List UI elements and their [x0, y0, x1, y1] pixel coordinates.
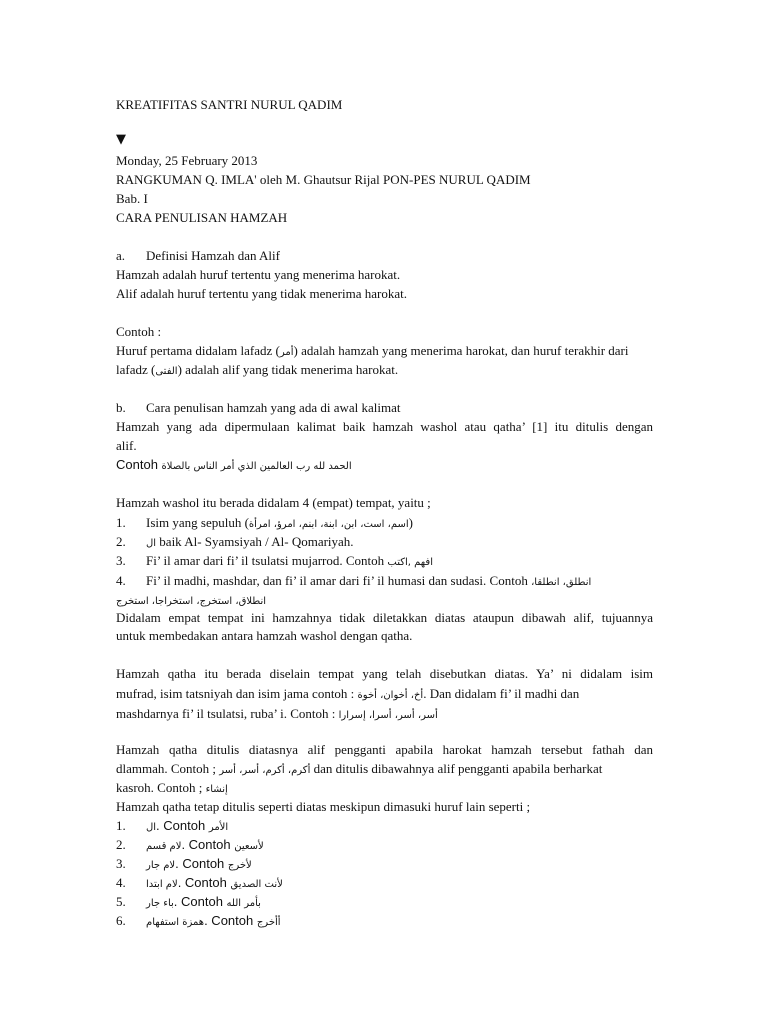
list-number: 4. [116, 875, 126, 890]
section-heading-text: Cara penulisan hamzah yang ada di awal kalimat [146, 400, 401, 415]
list-number: 2. [116, 534, 126, 549]
chapter-title: CARA PENULISAN HAMZAH [116, 210, 288, 225]
text-span: Isim yang sepuluh ( [146, 515, 249, 530]
blog-title: KREATIFITAS SANTRI NURUL QADIM [116, 97, 343, 112]
paragraph-line: Hamzah qatha ditulis diatasnya alif pengganti apabila harokat hamzah tersebut fathah dan [116, 742, 653, 757]
section-b-heading [116, 399, 653, 417]
post-title: RANGKUMAN Q. IMLA' oleh M. Ghautsur Rijal PON-PES NURUL QADIM [116, 172, 531, 187]
text-span: ) adalah alif yang tidak menerima harokat. [177, 362, 399, 377]
section-number: b. [116, 400, 126, 415]
paragraph-line: Alif adalah huruf tertentu yang tidak menerima harokat. [116, 286, 407, 301]
list-item [116, 893, 653, 913]
arabic-text: أأخرج [256, 917, 281, 928]
list-item [116, 572, 653, 592]
contoh-label: Contoh [116, 457, 162, 472]
arabic-text: بأمر الله [226, 898, 261, 909]
text-span: ) adalah hamzah yang menerima harokat, dan huruf terakhir dari [293, 343, 629, 358]
contoh-label: Contoh : [116, 324, 162, 339]
paragraph-line: untuk membedakan antara hamzah washol dengan qatha. [116, 628, 413, 643]
paragraph-line [116, 705, 653, 725]
text-span: Fi’ il amar dari fi’ il tsulatsi mujarrod. Contoh [146, 553, 388, 568]
paragraph-line: alif. [116, 438, 137, 453]
text-span: dlammah. Contoh ; [116, 761, 220, 776]
arabic-text: أكرم، أكرم، أسر، أسر [219, 765, 311, 776]
paragraph-line [116, 779, 653, 799]
arabic-text: انطلق، انطلقا، [531, 577, 592, 588]
paragraph-line: Hamzah adalah huruf tertentu yang menerima harokat. [116, 267, 401, 282]
arabic-text: الأمر [208, 822, 229, 833]
text-span: baik Al- Syamsiyah / Al- Qomariyah. [156, 534, 354, 549]
paragraph-line [116, 361, 653, 381]
text-span: ) [408, 515, 413, 530]
list-number: 6. [116, 913, 126, 928]
text-span: lafadz ( [116, 362, 156, 377]
text-span: . Contoh [181, 837, 235, 852]
arabic-text: لأنت الصديق [230, 879, 283, 890]
arabic-text: همزة استفهام [146, 917, 205, 928]
paragraph-line: Hamzah qatha itu berada diselain tempat yang telah disebutkan diatas. Ya’ ni didalam isim [116, 666, 653, 681]
list-item [116, 552, 653, 572]
list-item [116, 836, 653, 856]
chapter-number: Bab. I [116, 191, 148, 206]
arabic-text: لأسعين [234, 841, 264, 852]
arabic-text: أمر [279, 347, 294, 358]
section-heading-text: Definisi Hamzah dan Alif [146, 248, 280, 263]
arabic-text: الحمد لله رب العالمين الذي أمر الناس بالصلاة [161, 461, 352, 472]
text-span: Fi’ il madhi, mashdar, dan fi’ il amar dari fi’ il humasi dan sudasi. Contoh [146, 573, 532, 588]
text-span: . Dan didalam fi’ il madhi dan [423, 686, 580, 701]
paragraph-line [116, 760, 653, 780]
list-item [116, 855, 653, 875]
text-span: Huruf pertama didalam lafadz ( [116, 343, 280, 358]
paragraph-line: Hamzah qatha tetap ditulis seperti diatas meskipun dimasuki huruf lain seperti ; [116, 799, 531, 814]
arabic-text: افهم ,اكتب [387, 557, 433, 568]
arabic-text: انطلاق، استخرج، استخراجا، استخرج [116, 596, 267, 607]
collapse-marker-icon[interactable]: ▼ [116, 132, 126, 147]
paragraph-line: Hamzah yang ada dipermulaan kalimat baik hamzah washol atau qatha’ [1] itu ditulis dengan [116, 419, 653, 434]
list-number: 2. [116, 837, 126, 852]
list-number: 4. [116, 573, 126, 588]
post-date: Monday, 25 February 2013 [116, 153, 258, 168]
arabic-text: أسر، أسر، أسرا، إسرارا [338, 710, 438, 721]
list-item [116, 514, 653, 534]
text-span: mufrad, isim tatsniyah dan isim jama contoh : [116, 686, 358, 701]
arabic-text: ال [146, 538, 157, 549]
paragraph-line: Didalam empat tempat ini hamzahnya tidak diletakkan diatas ataupun dibawah alif, tujuannya [116, 610, 653, 625]
paragraph-line [116, 342, 653, 362]
arabic-text: لام ابتدا [146, 879, 178, 890]
arabic-text: لأخرج [227, 860, 252, 871]
list-item [116, 874, 653, 894]
list-number: 5. [116, 894, 126, 909]
text-span: . Contoh [177, 875, 231, 890]
arabic-text: لام قسم [146, 841, 182, 852]
text-span: mashdarnya fi’ il tsulatsi, ruba’ i. Contoh : [116, 706, 339, 721]
arabic-text: اسم، است، ابن، ابنة، ابنم، امرؤ، امرأة [248, 519, 409, 530]
list-item [116, 817, 653, 837]
paragraph-line [116, 456, 653, 476]
paragraph-line [116, 685, 653, 705]
paragraph-line: Hamzah washol itu berada didalam 4 (empat) tempat, yaitu ; [116, 495, 431, 510]
text-span: . Contoh [204, 913, 257, 928]
list-number: 3. [116, 553, 126, 568]
section-a-heading [116, 247, 653, 265]
text-span: dan ditulis dibawahnya alif pengganti apabila berharkat [310, 761, 603, 776]
arabic-text: الفتى [155, 366, 178, 377]
text-span: . Contoh [173, 894, 227, 909]
arabic-text: أخ، أخوان، أخوة [357, 690, 424, 701]
text-span: kasroh. Contoh ; [116, 780, 206, 795]
text-span: . Contoh [175, 856, 228, 871]
list-number: 3. [116, 856, 126, 871]
arabic-text: ال [146, 822, 157, 833]
arabic-text: باء جار [146, 898, 174, 909]
list-number: 1. [116, 818, 126, 833]
arabic-text: إنشاء [205, 784, 228, 795]
list-item [116, 533, 653, 553]
list-item [116, 912, 653, 932]
text-span: . Contoh [156, 818, 209, 833]
paragraph-line [116, 591, 653, 611]
list-number: 1. [116, 515, 126, 530]
section-number: a. [116, 248, 126, 263]
arabic-text: لام جار [146, 860, 176, 871]
